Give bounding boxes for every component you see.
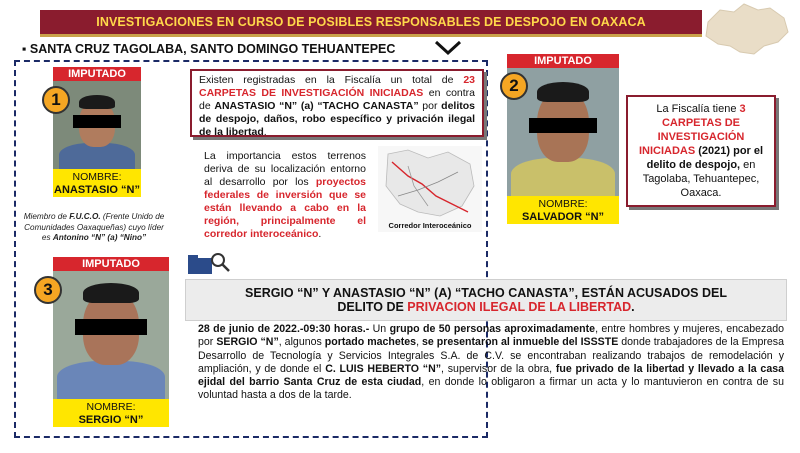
imputado-label: IMPUTADO [53,257,169,271]
corridor-map [378,146,482,232]
location-title: ▪ SANTA CRUZ TAGOLABA, SANTO DOMINGO TEHUANTEPEC [22,42,396,56]
number-badge-2: 2 [500,72,528,100]
investigations-box-2: La Fiscalía tiene 3 CARPETAS DE INVESTIGACIÓN INICIADAS (2021) por el delito de despojo, en Tagolaba, Tehuantepec, Oaxaca. [626,95,776,207]
name-box-3: NOMBRE: SERGIO “N” [53,399,169,427]
imputado-label: IMPUTADO [507,54,619,68]
accused-banner: SERGIO “N” Y ANASTASIO “N” (A) “TACHO CANASTA”, ESTÁN ACUSADOS DEL DELITO DE PRIVACION ILEGAL DE LA LIBERTAD. [185,279,787,321]
incident-narrative: 28 de junio de 2022.-09:30 horas.- Un grupo de 50 personas aproximadamente, entre hombres y mujeres, encabezado por SERGIO “N”, algunos portado machetes, se presentaron al inmueble del ISSSTE donde trabajadores de la Empresa Desarrollo de Tecnología y Servicios Integrales S.A. de C.V. se encontraban realizando trabajos de remodelación y ampliación, y de donde el C. LUIS HEBERTO “N”, supervisor de la obra, fue privado de la libertad y llevado a la casa ejidal del barrio Santa Cruz de esta ciudad, en donde lo obligaron a firmar un acta y lo mantuvieron en contra de su voluntad hasta a dos de la tarde. [198,323,785,402]
map-caption: Corredor Interoceánico [388,221,472,230]
header-bar [40,10,702,37]
number-badge-3: 3 [34,276,62,304]
suspect-card-3 [53,257,169,427]
suspect-card-1 [53,67,141,197]
imputado-label: IMPUTADO [53,67,141,81]
suspect-photo-3 [53,271,169,399]
importance-text: La importancia estos terrenos deriva de su localización entorno al desarrollo por los proyectos federales de inversión que se están llevando a cabo en la región, principalmente el corredor interoceánico. [204,150,366,240]
name-box-2: NOMBRE: SALVADOR “N” [507,196,619,224]
oaxaca-map-icon [700,2,792,58]
name-box-1: NOMBRE: ANASTASIO “N” [54,171,140,196]
header-title: INVESTIGACIONES EN CURSO DE POSIBLES RESPONSABLES DE DESPOJO EN OAXACA [96,15,646,29]
number-badge-1: 1 [42,86,70,114]
chevron-down-icon[interactable] [433,38,463,58]
investigations-box-1: Existen registradas en la Fiscalía un total de 23 CARPETAS DE INVESTIGACIÓN INICIADAS en contra de ANASTASIO “N” (a) “TACHO CANASTA” por delitos de despojo, daños, robo específico y privación ilegal de la libertad. [190,69,484,137]
member-note: Miembro de F.U.C.O. (Frente Unido de Comunidades Oaxaqueñas) cuyo líder es Antonino “N” (a) “Nino” [23,212,165,242]
folder-search-icon [186,250,232,276]
